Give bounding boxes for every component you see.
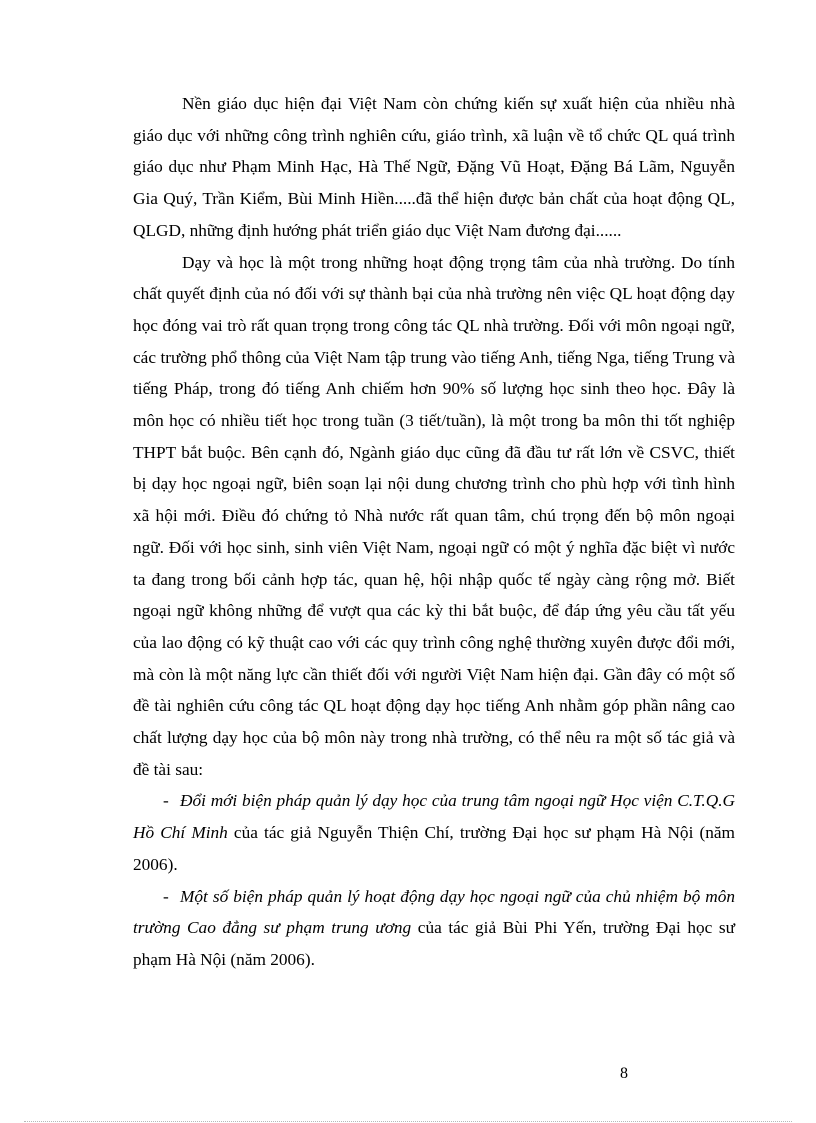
page-number: 8: [620, 1065, 628, 1082]
list-item-title: Một số biện pháp quản lý hoạt động dạy học ngoại ngữ của chủ nhiệm bộ môn trường Cao đẳng sư phạm trung ương: [133, 886, 735, 938]
paragraph-1: Nền giáo dục hiện đại Việt Nam còn chứng kiến sự xuất hiện của nhiều nhà giáo dục với những công trình nghiên cứu, giáo trình, xã luận về tổ chức QL quá trình giáo dục như Phạm Minh Hạc, Hà Thế Ngữ, Đặng Vũ Hoạt, Đặng Bá Lãm, Nguyễn Gia Quý, Trần Kiểm, Bùi Minh Hiền.....đã thể hiện được bản chất của hoạt động QL, QLGD, những định hướng phát triển giáo dục Việt Nam đương đại......: [133, 94, 735, 240]
list-item: [133, 881, 735, 976]
body-text: [133, 88, 735, 976]
list-item: [133, 785, 735, 880]
list-item-title: Đổi mới biện pháp quản lý dạy học của trung tâm ngoại ngữ Học viện C.T.Q.G Hồ Chí Minh: [133, 791, 735, 843]
page-bottom-rule: [24, 1121, 792, 1122]
list-item-text: của tác giả Bùi Phi Yến, trường Đại học sư phạm Hà Nội (năm 2006).: [133, 918, 735, 969]
paragraph-2: Dạy và học là một trong những hoạt động trọng tâm của nhà trường. Do tính chất quyết định của nó đối với sự thành bại của nhà trường nên việc QL hoạt động dạy học đóng vai trò rất quan trọng trong công tác QL nhà trường. Đối với môn ngoại ngữ, các trường phổ thông của Việt Nam tập trung vào tiếng Anh, tiếng Nga, tiếng Trung và tiếng Pháp, trong đó tiếng Anh chiếm hơn 90% số lượng học sinh theo học. Đây là môn học có nhiều tiết học trong tuần (3 tiết/tuần), là một trong ba môn thi tốt nghiệp THPT bắt buộc. Bên cạnh đó, Ngành giáo dục cũng đã đầu tư rất lớn về CSVC, thiết bị dạy học ngoại ngữ, biên soạn lại nội dung chương trình cho phù hợp với tình hình xã hội mới. Điều đó chứng tỏ Nhà nước rất quan tâm, chú trọng đến bộ môn ngoại ngữ. Đối với học sinh, sinh viên Việt Nam, ngoại ngữ có một ý nghĩa đặc biệt vì nước ta đang trong bối cảnh hợp tác, quan hệ, hội nhập quốc tế ngày càng rộng mở. Biết ngoại ngữ không những để vượt qua các kỳ thi bắt buộc, để đáp ứng yêu cầu tất yếu của lao động có kỹ thuật cao với các quy trình công nghệ thường xuyên được đổi mới, mà còn là một năng lực cần thiết đối với người Việt Nam hiện đại. Gần đây có một số đề tài nghiên cứu công tác QL hoạt động dạy học tiếng Anh nhằm góp phần nâng cao chất lượng dạy học của bộ môn này trong nhà trường, có thể nêu ra một số tác giả và đề tài sau:: [133, 252, 735, 779]
list-dash: -: [163, 791, 169, 811]
list-item-text: của tác giả Nguyễn Thiện Chí, trường Đại học sư phạm Hà Nội (năm 2006).: [133, 823, 735, 874]
list-dash: -: [163, 886, 169, 906]
